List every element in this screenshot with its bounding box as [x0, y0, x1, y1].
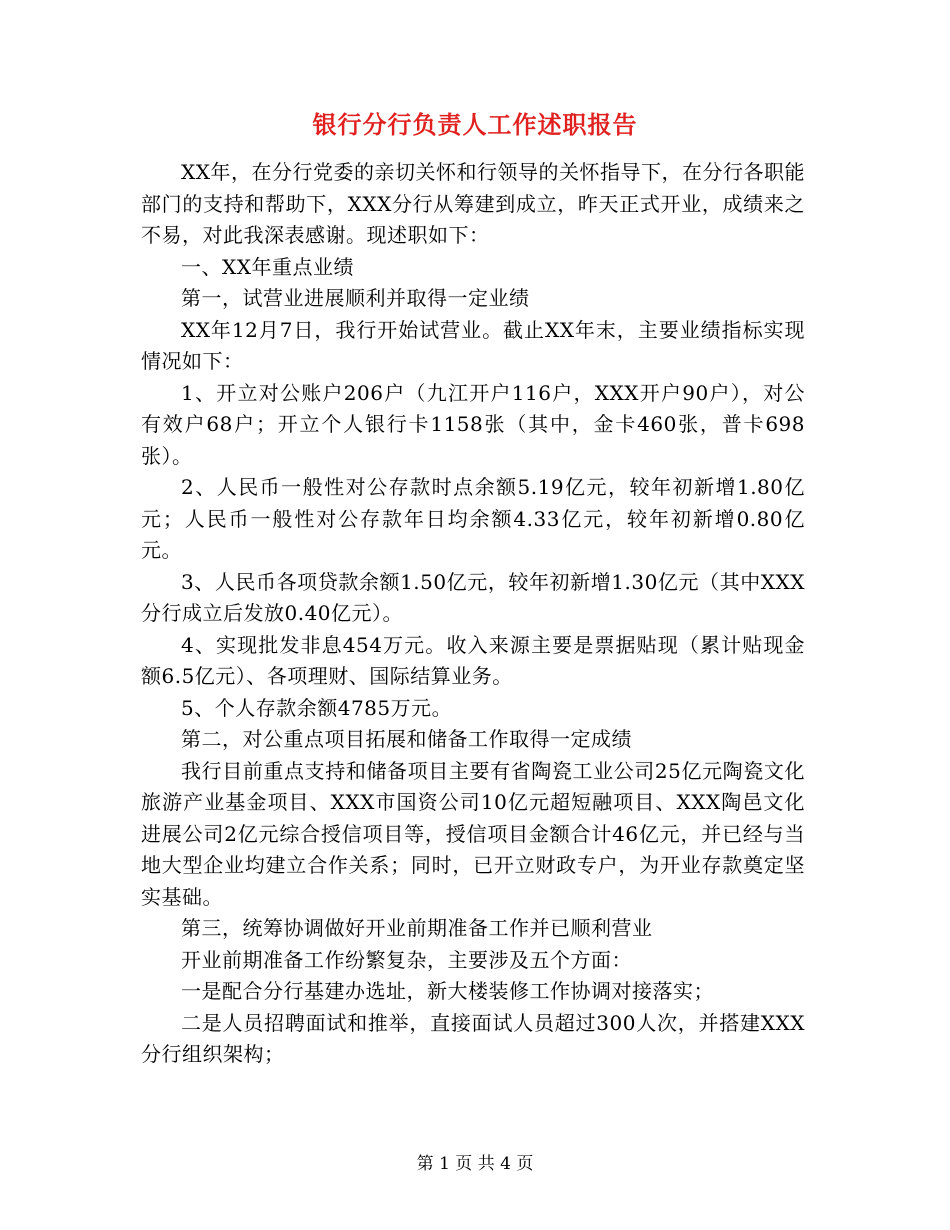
subsection-heading-1: 第一，试营业进展顺利并取得一定业绩: [181, 286, 530, 310]
list-item: 2、人民币一般性对公存款时点余额5.19亿元，较年初新增1.80亿元；人民币一般性对公存款年日均余额4.33亿元，较年初新增0.80亿元。: [141, 475, 805, 562]
list-item: 4、实现批发非息454万元。收入来源主要是票据贴现（累计贴现金额6.5亿元）、各项理财、国际结算业务。: [141, 632, 805, 688]
list-item: 1、开立对公账户206户（九江开户116户，XXX开户90户），对公有效户68户；开立个人银行卡1158张（其中，金卡460张，普卡698张）。: [141, 380, 805, 468]
section-heading-1: 一、XX年重点业绩: [181, 254, 354, 279]
paragraph: 二是人员招聘面试和推举，直接面试人员超过300人次，并搭建XXX分行组织架构；: [141, 1010, 805, 1066]
list-item: 5、个人存款余额4785万元。: [181, 695, 453, 720]
subsection-heading-3: 第三，统筹协调做好开业前期准备工作并已顺利营业: [181, 916, 653, 940]
subsection-heading-2: 第二，对公重点项目拓展和储备工作取得一定成绩: [181, 727, 632, 751]
document-title: 银行分行负责人工作述职报告: [312, 110, 638, 139]
paragraph: 我行目前重点支持和储备项目主要有省陶瓷工业公司25亿元陶瓷文化旅游产业基金项目、XXX市国资公司10亿元超短融项目、XXX陶邑文化进展公司2亿元综合授信项目等，授信项目金额合计46亿元，并已经与当地大型企业均建立合作关系；同时，已开立财政专户，为开业存款奠定坚实基础。: [141, 758, 805, 909]
paragraph: 开业前期准备工作纷繁复杂，主要涉及五个方面：: [181, 947, 632, 972]
document-body: [141, 157, 805, 1071]
paragraph: 一是配合分行基建办选址，新大楼装修工作协调对接落实；: [181, 979, 714, 1003]
paragraph-intro: XX年，在分行党委的亲切关怀和行领导的关怀指导下，在分行各职能部门的支持和帮助下，XXX分行从筹建到成立，昨天正式开业，成绩来之不易，对此我深表感谢。现述职如下：: [141, 160, 805, 247]
paragraph: XX年12月7日，我行开始试营业。截止XX年末，主要业绩指标实现情况如下：: [141, 317, 805, 373]
page-number: 第 1 页 共 4 页: [416, 1154, 534, 1174]
list-item: 3、人民币各项贷款余额1.50亿元，较年初新增1.30亿元（其中XXX分行成立后发放0.40亿元）。: [141, 569, 805, 625]
